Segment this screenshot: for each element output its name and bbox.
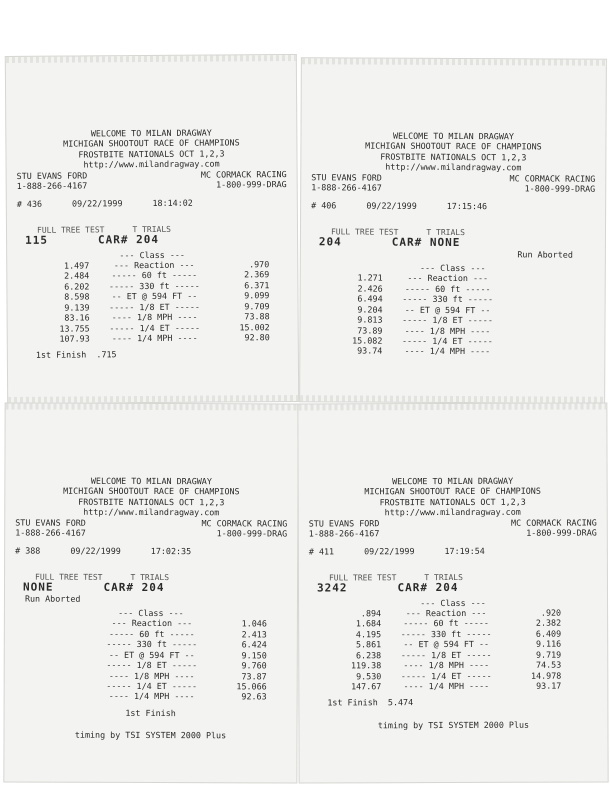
finish-line: 1st Finish 5.474	[327, 697, 414, 708]
result-row	[329, 670, 561, 681]
slip-time: 18:14:02	[152, 198, 193, 209]
event-name: MICHIGAN SHOOTOUT RACE OF CHAMPIONS	[63, 486, 240, 497]
event-dates: FROSTBITE NATIONALS OCT 1,2,3	[78, 148, 225, 160]
event-dates: FROSTBITE NATIONALS OCT 1,2,3	[380, 151, 527, 163]
phone-row	[301, 182, 605, 194]
session-type: T TRIALS	[130, 572, 170, 582]
results-table	[35, 618, 267, 702]
torn-edge	[6, 403, 298, 410]
right-lane-value: 9.116	[535, 638, 562, 649]
right-lane-value: 6.371	[244, 280, 270, 291]
left-lane-value	[35, 639, 87, 650]
lane-right-car: CAR# NONE	[391, 235, 461, 250]
torn-edge	[298, 403, 606, 410]
sponsor-left: STU EVANS FORD	[15, 517, 86, 528]
metric-label: ---- 1/8 MPH ----	[403, 659, 490, 671]
metric-label: --- Reaction ---	[405, 607, 487, 619]
right-lane-value: 6.409	[535, 628, 562, 639]
right-lane-value: 2.413	[241, 629, 267, 640]
lane-left-car: NONE	[22, 580, 54, 594]
left-lane-value: 6.494	[357, 293, 383, 304]
left-lane-value: 119.38	[350, 660, 382, 671]
metric-label: --- Reaction ---	[111, 618, 193, 629]
metric-label: ----- 330 ft -----	[400, 628, 492, 640]
timing-slip-br	[297, 402, 608, 783]
slip-date: 09/22/1999	[70, 546, 121, 557]
phone-right: 1-800-999-DRAG	[524, 183, 596, 194]
metric-label: ----- 330 ft -----	[108, 280, 200, 292]
timing-slip-tl	[5, 54, 299, 404]
right-lane-value	[513, 295, 563, 306]
left-lane-value: 9.530	[356, 670, 382, 681]
status-right: Run Aborted	[517, 248, 573, 260]
right-lane-value: 74.53	[536, 659, 562, 670]
status-left: Run Aborted	[24, 593, 81, 604]
right-lane-value: 73.88	[244, 311, 270, 322]
left-lane-value: 2.426	[357, 283, 383, 294]
ticket-number: # 406	[311, 200, 337, 211]
left-lane-value: 9.139	[64, 302, 90, 313]
metric-label: ----- 60 ft -----	[403, 618, 489, 629]
right-lane-value: 14.978	[531, 670, 562, 681]
right-lane-value: 9.719	[535, 649, 562, 660]
metric-label: ---- 1/8 MPH ----	[404, 325, 491, 336]
metric-label: ----- 1/8 ET -----	[109, 301, 200, 312]
metric-label: ----- 60 ft -----	[404, 283, 491, 295]
results-table	[329, 608, 561, 692]
right-lane-value: 92.80	[244, 332, 270, 343]
right-lane-value	[512, 326, 562, 337]
results-table	[330, 273, 562, 357]
track-welcome: WELCOME TO MILAN DRAGWAY	[392, 475, 514, 487]
lane-left-car: 204	[318, 235, 342, 249]
left-lane-value	[35, 681, 87, 692]
event-name: MICHIGAN SHOOTOUT RACE OF CHAMPIONS	[364, 486, 541, 497]
metric-label: ----- 60 ft -----	[108, 628, 195, 640]
metric-label: ----- 1/8 ET -----	[106, 659, 198, 671]
metric-label: --- Reaction ---	[407, 273, 489, 284]
left-lane-value: 1.684	[355, 618, 382, 629]
left-lane-value	[35, 618, 87, 629]
result-row	[329, 681, 561, 692]
right-lane-value: 2.369	[244, 269, 270, 280]
track-url: http://www.milandragway.com	[83, 506, 220, 518]
left-lane-value: 147.67	[351, 681, 382, 692]
metric-label: -- ET @ 594 FT --	[111, 290, 198, 302]
event-name: MICHIGAN SHOOTOUT RACE OF CHAMPIONS	[365, 140, 542, 152]
metric-label: ----- 1/4 ET -----	[400, 670, 492, 681]
left-lane-value: 15.082	[352, 335, 383, 346]
track-welcome: WELCOME TO MILAN DRAGWAY	[90, 127, 212, 139]
timing-slip-tr	[299, 57, 607, 404]
results-table	[37, 259, 270, 344]
sponsor-right: MC CORMACK RACING	[511, 517, 597, 528]
right-lane-value: 6.424	[241, 639, 267, 650]
sponsor-right: MC CORMACK RACING	[509, 172, 596, 184]
metric-label: ----- 1/8 ET -----	[402, 314, 493, 326]
lane-right-car: CAR# 204	[397, 581, 459, 595]
track-url: http://www.milandragway.com	[384, 506, 521, 518]
finish-line	[300, 362, 604, 364]
right-lane-value: .920	[540, 607, 562, 618]
left-lane-value: 6.238	[355, 649, 382, 661]
left-lane-value	[35, 691, 87, 702]
ticket-number: # 411	[308, 546, 335, 557]
ticket-number: # 436	[16, 199, 43, 210]
left-lane-value: 73.89	[357, 325, 383, 336]
left-lane-value: 6.202	[64, 281, 90, 292]
phone-row	[7, 179, 297, 191]
slip-time: 17:15:46	[446, 201, 488, 212]
phone-left: 1-888-266-4167	[16, 180, 88, 191]
right-lane-value: 73.87	[241, 670, 267, 681]
class-label: --- Class ---	[419, 262, 486, 274]
phone-row	[5, 528, 297, 539]
timing-slip-bl	[3, 402, 298, 783]
result-row	[38, 332, 270, 344]
tree-type: FULL TREE TEST	[36, 225, 105, 235]
left-lane-value: 93.74	[357, 345, 383, 356]
metric-label: ---- 1/8 MPH ----	[111, 311, 198, 323]
class-label: --- Class ---	[118, 607, 184, 619]
metric-label: --- Reaction ---	[113, 259, 195, 271]
right-lane-value: 9.709	[244, 300, 270, 312]
right-lane-value	[512, 336, 562, 347]
event-name: MICHIGAN SHOOTOUT RACE OF CHAMPIONS	[63, 137, 240, 150]
right-lane-value: 15.002	[239, 321, 270, 332]
timing-footer	[300, 368, 604, 370]
slip-date: 09/22/1999	[364, 546, 415, 557]
event-dates: FROSTBITE NATIONALS OCT 1,2,3	[379, 496, 526, 508]
right-lane-value: 9.760	[241, 660, 267, 671]
slip-header	[299, 475, 607, 518]
left-lane-value: 4.195	[355, 629, 382, 640]
left-lane-value	[35, 670, 87, 681]
metric-label: ---- 1/4 MPH ----	[403, 680, 490, 692]
sponsor-left: STU EVANS FORD	[308, 517, 380, 529]
phone-left: 1-888-266-4167	[308, 528, 380, 539]
left-lane-value	[35, 660, 87, 671]
metric-label: ----- 1/4 ET -----	[402, 335, 493, 347]
left-lane-value: 9.204	[357, 304, 383, 315]
metric-label: ---- 1/4 MPH ----	[404, 346, 491, 357]
timing-footer	[8, 371, 298, 373]
tree-type: FULL TREE TEST	[330, 227, 399, 237]
phone-left: 1-888-266-4167	[15, 527, 86, 538]
right-lane-value: .970	[249, 259, 270, 270]
left-lane-value: 1.271	[357, 272, 383, 284]
metric-label: ---- 1/4 MPH ----	[111, 332, 198, 344]
metric-label: ----- 1/4 ET -----	[109, 322, 201, 333]
left-lane-value	[35, 628, 87, 639]
right-lane-value	[512, 347, 562, 358]
tree-type: FULL TREE TEST	[35, 572, 103, 582]
left-lane-value: 13.755	[59, 322, 90, 334]
left-lane-value: 1.497	[64, 260, 90, 271]
right-lane-value	[513, 284, 563, 295]
class-label: --- Class ---	[119, 249, 185, 260]
result-row	[331, 314, 563, 326]
slip-date: 09/22/1999	[366, 200, 417, 212]
sponsor-right: MC CORMACK RACING	[200, 168, 287, 180]
right-lane-value: 93.17	[536, 680, 562, 691]
metric-label: ----- 330 ft -----	[402, 294, 494, 305]
lane-left-car: 3242	[316, 581, 348, 595]
result-row	[331, 294, 563, 306]
track-url: http://www.milandragway.com	[83, 158, 220, 170]
right-lane-value	[513, 274, 563, 285]
result-row	[330, 346, 562, 358]
phone-left: 1-888-266-4167	[311, 182, 382, 193]
left-lane-value: .894	[360, 608, 382, 619]
metric-label: ----- 60 ft -----	[111, 270, 198, 281]
left-lane-value: 2.484	[64, 270, 90, 282]
lane-row	[7, 234, 297, 246]
sponsor-right: MC CORMACK RACING	[201, 517, 288, 529]
slip-header	[6, 127, 296, 171]
phone-right: 1-800-999-DRAG	[216, 179, 287, 190]
session-type: T TRIALS	[426, 227, 465, 237]
sponsor-left: STU EVANS FORD	[16, 170, 88, 181]
event-dates: FROSTBITE NATIONALS OCT 1,2,3	[78, 496, 225, 508]
track-welcome: WELCOME TO MILAN DRAGWAY	[392, 130, 515, 142]
session-type: T TRIALS	[424, 572, 463, 582]
left-lane-value: 83.16	[64, 312, 90, 323]
tree-type: FULL TREE TEST	[328, 573, 397, 583]
right-lane-value: 9.150	[241, 650, 267, 661]
right-lane-value	[513, 305, 563, 316]
right-lane-value: 1.046	[241, 618, 267, 629]
left-lane-value	[35, 649, 87, 660]
track-url: http://www.milandragway.com	[385, 161, 522, 173]
slip-header	[301, 130, 605, 173]
lane-row	[5, 580, 297, 595]
metric-label: ----- 1/4 ET -----	[106, 680, 198, 692]
slip-time: 17:19:54	[444, 546, 485, 557]
metric-label: ----- 1/8 ET -----	[400, 649, 492, 660]
phone-right: 1-800-999-DRAG	[216, 528, 288, 539]
right-lane-value: 92.63	[241, 691, 267, 702]
result-row	[35, 691, 267, 702]
ticket-number: # 388	[15, 545, 41, 557]
track-welcome: WELCOME TO MILAN DRAGWAY	[90, 475, 212, 487]
left-lane-value: 8.598	[64, 291, 90, 302]
left-lane-value: 5.861	[355, 639, 382, 650]
sponsor-left: STU EVANS FORD	[311, 171, 382, 183]
metric-label: ---- 1/8 MPH ----	[108, 670, 195, 681]
slip-time: 17:02:35	[150, 546, 192, 557]
session-type: T TRIALS	[132, 224, 172, 234]
metric-label: ----- 330 ft -----	[106, 639, 198, 650]
timing-footer: timing by TSI SYSTEM 2000 Plus	[377, 719, 530, 730]
right-lane-value	[513, 315, 563, 326]
left-lane-value: 9.813	[357, 314, 383, 325]
metric-label: -- ET @ 594 FT --	[404, 304, 491, 315]
finish-line: 1st Finish	[125, 707, 176, 718]
metric-label: -- ET @ 594 FT --	[108, 649, 195, 660]
lane-right-car: CAR# 204	[97, 233, 159, 247]
right-lane-value: 9.099	[244, 290, 270, 301]
slip-header	[5, 475, 297, 518]
finish-line: 1st Finish .715	[35, 349, 117, 361]
class-label: --- Class ---	[420, 597, 486, 608]
metric-label: ---- 1/4 MPH ----	[108, 691, 195, 702]
metric-label: -- ET @ 594 FT --	[403, 639, 490, 650]
lane-right-car: CAR# 204	[103, 581, 165, 595]
right-lane-value: 15.066	[236, 681, 267, 692]
phone-right: 1-800-999-DRAG	[526, 527, 597, 538]
slip-date: 09/22/1999	[72, 198, 123, 209]
right-lane-value: 2.382	[535, 618, 562, 629]
lane-row	[299, 583, 607, 594]
timing-footer: timing by TSI SYSTEM 2000 Plus	[74, 729, 227, 741]
left-lane-value: 107.93	[59, 333, 90, 344]
lane-left-car: 115	[25, 233, 48, 248]
phone-row	[299, 527, 607, 538]
